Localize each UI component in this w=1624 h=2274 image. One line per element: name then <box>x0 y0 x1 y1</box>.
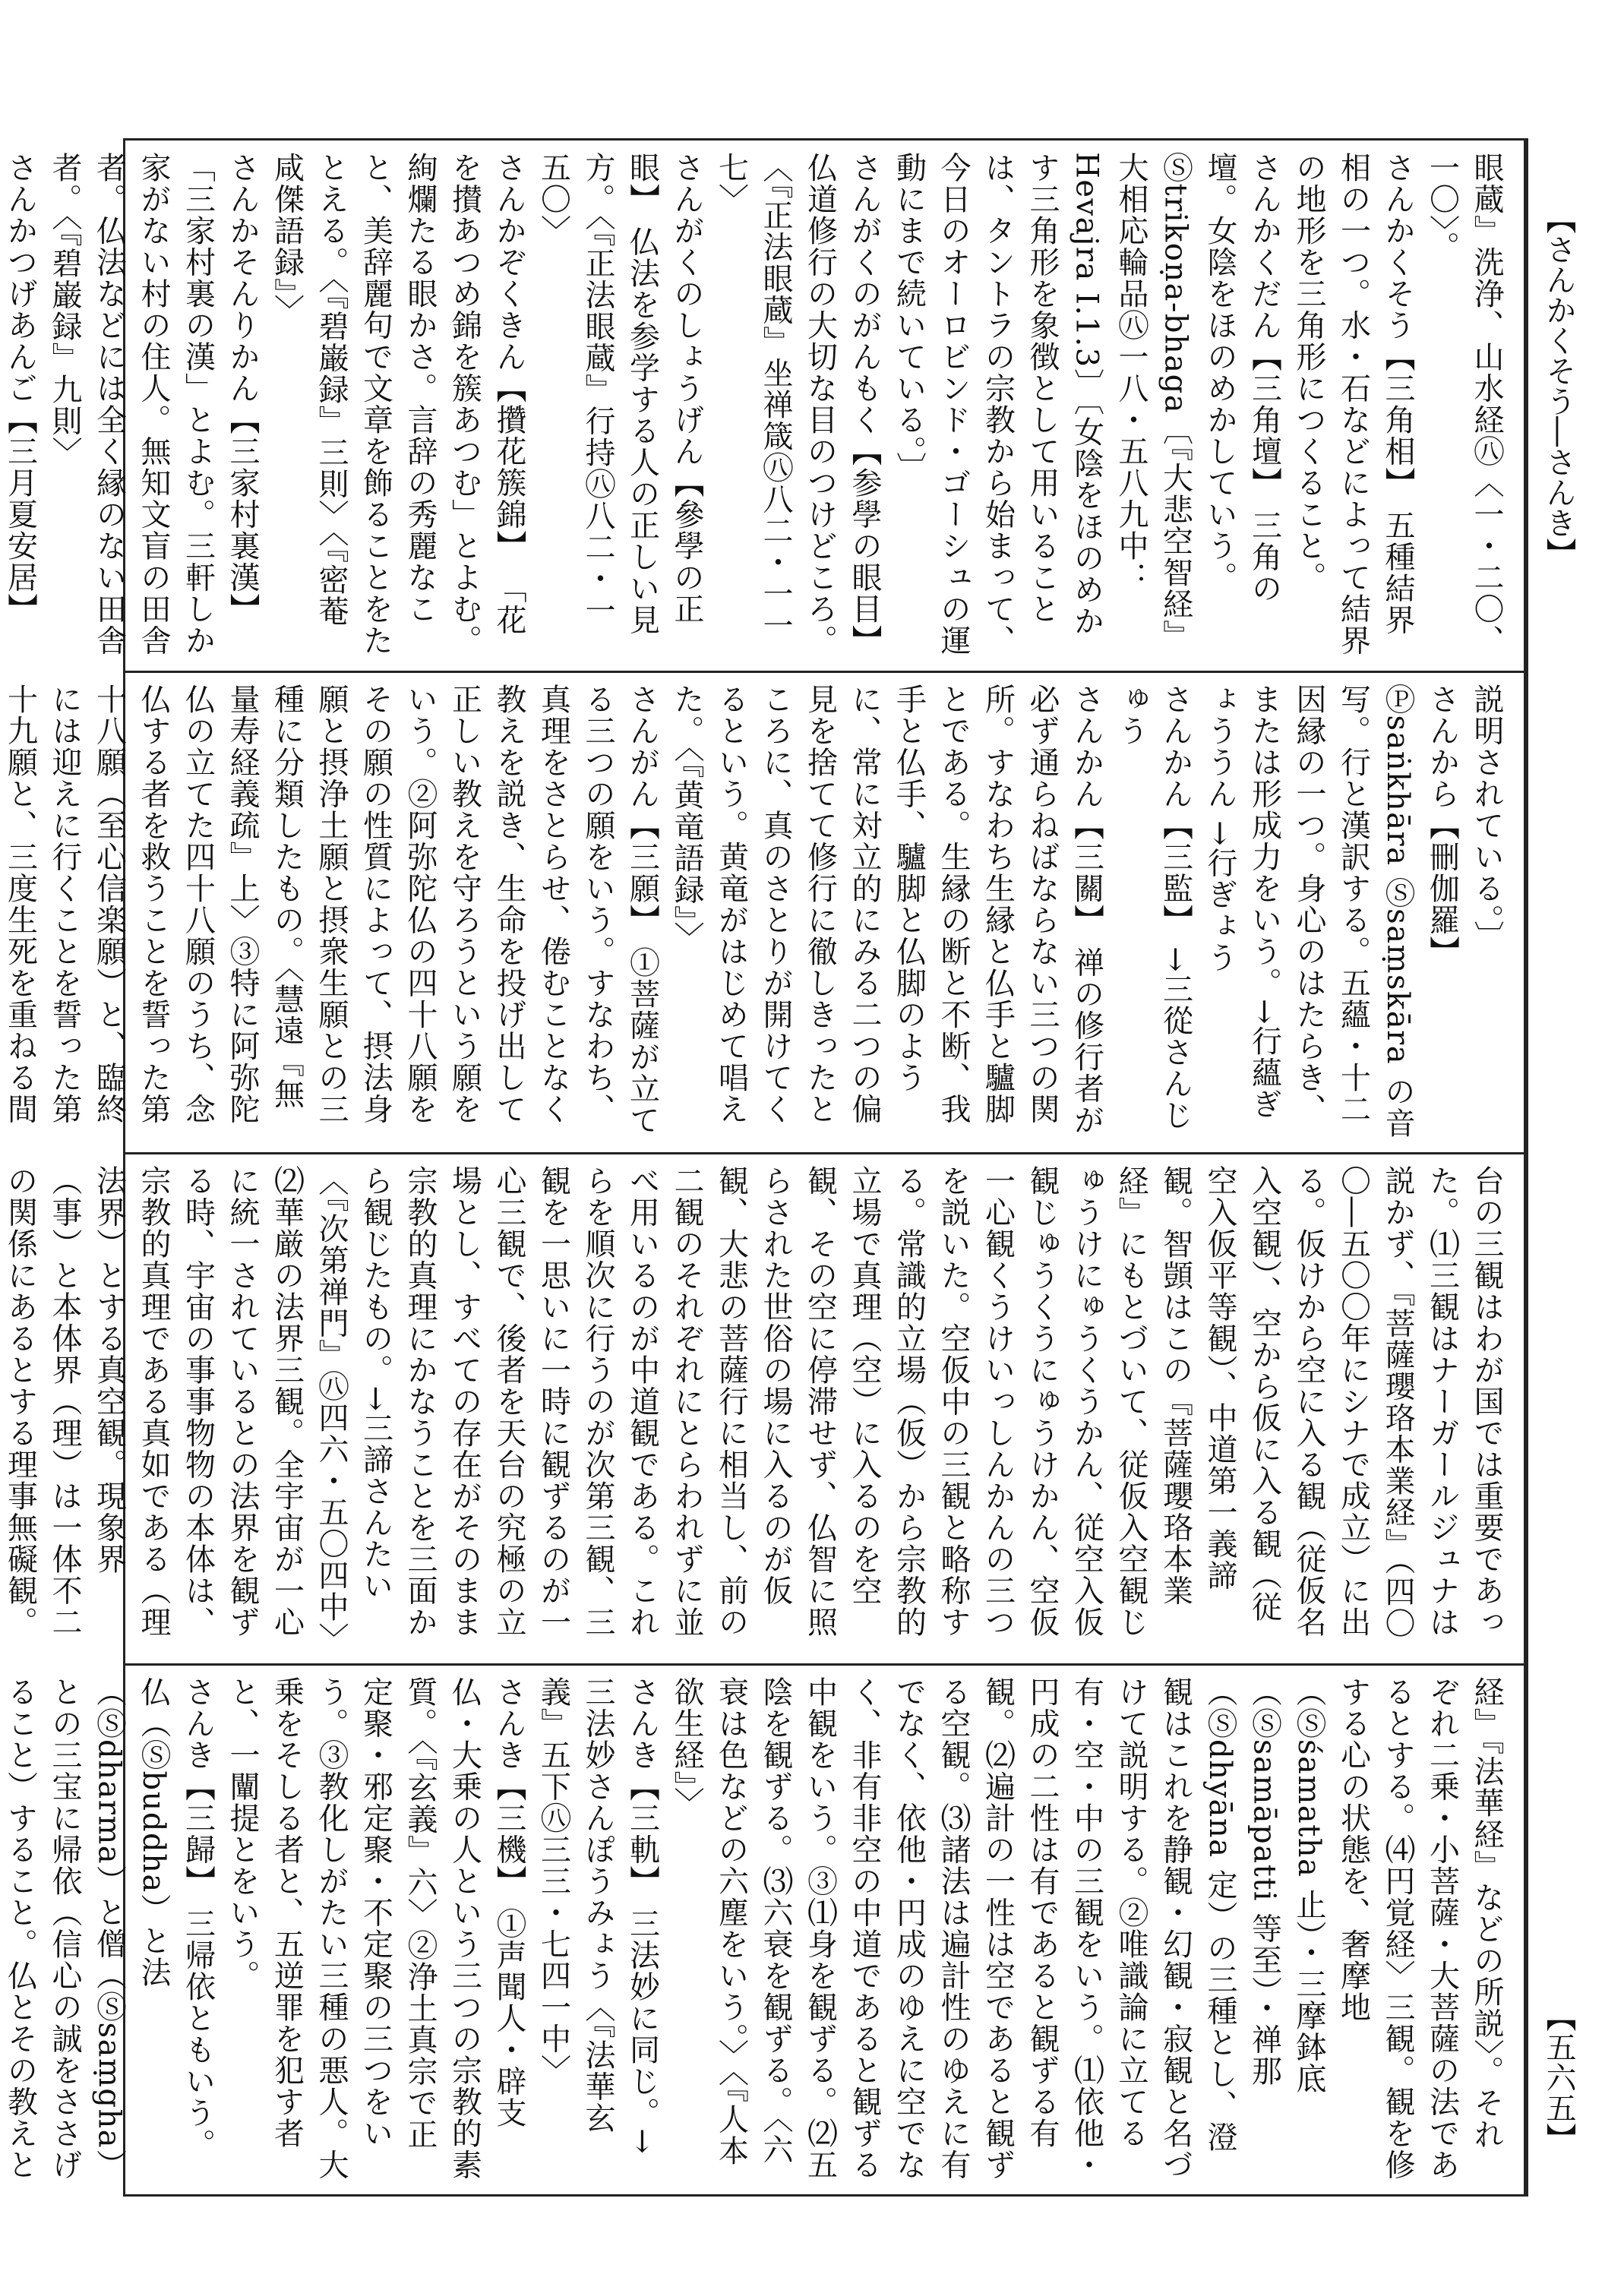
entry: さんかそんりかん【三家村裏漢】 「三家村裏の漢」とよむ。三軒しか家がない村の住人。無知文盲の田舎者。仏法などには全く縁のない田舎者。〈『碧巌録』九則〉 <box>47 152 260 656</box>
entry: さんがくのがんもく【参學の眼目】 仏道修行の大切な目のつけどころ。〈『正法眼蔵』坐禅箴㊇八二・一一七〉 <box>713 152 882 656</box>
band-divider-1 <box>123 671 1528 673</box>
running-head: 【さんかくそう―さんき】 <box>1541 204 1576 568</box>
entry: さんかくそう【三角相】 五種結界相の一つ。水・石などによって結界の地形を三角形につくること。 <box>1291 152 1415 656</box>
entry: 説明されている。〕 <box>1469 684 1504 952</box>
entry: さんかん【三監】 →三從さんじゅう <box>1114 684 1193 1131</box>
entry: 経』『法華経』などの所説〉。それぞれ二乗・小菩薩・大菩薩の法であるとする。⑷円覚経〉三観。観を修する心の状態を、奢摩地（Ⓢśamatha 止）・三摩鉢底（Ⓢsamāpatti 等至）・禅那（Ⓢdhyāna 定）の三種とし、澄観はこれを静観・幻観・寂観と名づけて説明する。②唯識論に立てる有・空・中の三観をいう。⑴依他・円成の二性は有であると観ずる有観。⑵遍計の一性は空であると観ずる空観。⑶諸法は遍計性のゆえに有でなく、依他・円成のゆえに空でなく、非有非空の中道であると観ずる中観をいう。③⑴身を観ずる。⑵五陰を観ずる。⑶六衰を観ずる。〈六衰は色などの六塵をいう。〉〈『人本欲生経』〉 <box>669 1676 1504 2181</box>
entry: 台の三観はわが国では重要であった。⑴三観はナーガールジュナは説かず、『菩薩瓔珞本業経』（四〇〇―五〇〇年にシナで成立）に出る。仮けから空に入る観（従仮名入空観）、空から仮に入る観（従空入仮平等観）、中道第一義諦観。智顗はこの『菩薩瓔珞本業経』にもとづいて、従仮入空観じゅうけにゅうくうかん、従空入仮観じゅうくうにゅうけかん、空仮一心観くうけいっしんかんの三つを説いた。空仮中の三観と略称する。常識的立場（仮）から宗教的立場で真理（空）に入るのを空観、その空に停滞せず、仏智に照らされた世俗の場に入るのが仮観、大悲の菩薩行に相当し、前の二観のそれぞれにとらわれずに並べ用いるのが中道観である。これらを順次に行うのが次第三観、三観を一思いに一時に観ずるのが一心三観で、後者を天台の究極の立場とし、すべての存在がそのまま宗教的真理にかなうことを三面から観じたもの。→三諦さんたい〈『次第禅門』㊇四六・五〇四中〉⑵華厳の法界三観。全宇宙が一心に統一されているとの法界を観ずる時、宇宙の事事物物の本体は、宗教的真理である真如である（理法界）とする真空観。現象界（事）と本体界（理）は一体不二の関係にあるとする理事無礙観。 <box>2 1165 1504 1639</box>
text-band-4 <box>2 1676 1509 2181</box>
band-divider-3 <box>123 1663 1528 1666</box>
page-number: 【五六五】 <box>1541 2001 1576 2153</box>
outer-rule <box>1524 138 1526 2197</box>
text-band-3 <box>2 1165 1509 1651</box>
entry: さんから【刪伽羅】Ⓟsaṅkhāra Ⓢsaṃskāra の音写。行と漢訳する。五蘊・十二因縁の一つ。身心のはたらき、または形成力をいう。→行蘊ぎょううん →行ぎょう <box>1202 684 1460 1139</box>
text-band-2 <box>2 684 1509 1139</box>
entry: さんき【三歸】 三帰依ともいう。仏（Ⓢbuddha）と法（Ⓢdharma）と僧（Ⓢsaṃgha）との三宝に帰依（信心の誠をささげること）すること。仏とその教えと <box>2 1676 216 2181</box>
entry: さんかぞくきん【攢花簇錦】 「花を攅あつめ錦を簇あつむ」とよむ。絢爛たる眼かさ。言辞の秀麗なこと、美辞麗句で文章を飾ることをたとえる。〈『碧巌録』三則〉〈『密菴咸傑語録』〉 <box>269 152 526 656</box>
entry: さんかん【三關】 禅の修行者が必ず通らねばならない三つの関所。すなわち生縁と仏手と驢脚とである。生縁の断と不断、我手と仏手、驢脚と仏脚のように、常に対立的にみる二つの偏見を捨てて修行に徹しきったところに、真のさとりが開けてくるという。黄竜がはじめて唱えた。〈『黄竜語録』〉 <box>669 684 1104 1136</box>
entry: さんき【三機】 ①声聞人・辟支仏・大乗の人という三つの宗教的素質。〈『玄義』六〉②浄土真宗で正定聚・邪定聚・不定聚の三つをいう。③教化しがたい三種の悪人。大乗をそしる者と、五逆罪を犯す者と、一闡提とをいう。 <box>225 1676 526 2181</box>
entry: さんかくだん【三角壇】 三角の壇。女陰をほのめかしていう。Ⓢtrikoṇa-bhaga〔『大悲空智経』大相応輪品㊇一八・五八九中：Hevajra I.1.3〕〔女陰をほのめかす三角形を象徴として用いることは、タントラの宗教から始まって、今日のオーロビンド・ゴーシュの運動にまで続いている。〕 <box>891 152 1282 656</box>
entry: 眼蔵』洗浄、山水経㊇〈一・二〇、一〇〉。 <box>1424 152 1504 656</box>
text-band-1 <box>2 152 1509 656</box>
entry: さんき【三軌】 三法妙に同じ。→三法妙さんぽうみょう〈『法華玄義』五下㊇三三・七四一中〉 <box>536 1676 660 2156</box>
entry: さんがん【三願】 ①菩薩が立てる三つの願をいう。すなわち、真理をさとらせ、倦むことなく教えを説き、生命を投げ出して正しい教えを守ろうという願をいう。②阿弥陀仏の四十八願をその願の性質によって、摂法身願と摂浄土願と摂衆生願との三種に分類したもの。〈慧遠『無量寿経義疏』上〉③特に阿弥陀仏の立てた四十八願のうち、念仏する者を救うことを誓った第十八願（至心信楽願）と、臨終には迎えに行くことを誓った第十九願と、三度生死を重ねる間 <box>2 684 660 1136</box>
entry: さんがくのしょうげん【參學の正眼】 仏法を参学する人の正しい見方。〈『正法眼蔵』行持㊇八二・一五〇〉 <box>536 152 704 636</box>
band-divider-2 <box>123 1152 1528 1154</box>
entry: さんかつげあんご【三月夏安居】 <box>2 152 38 625</box>
